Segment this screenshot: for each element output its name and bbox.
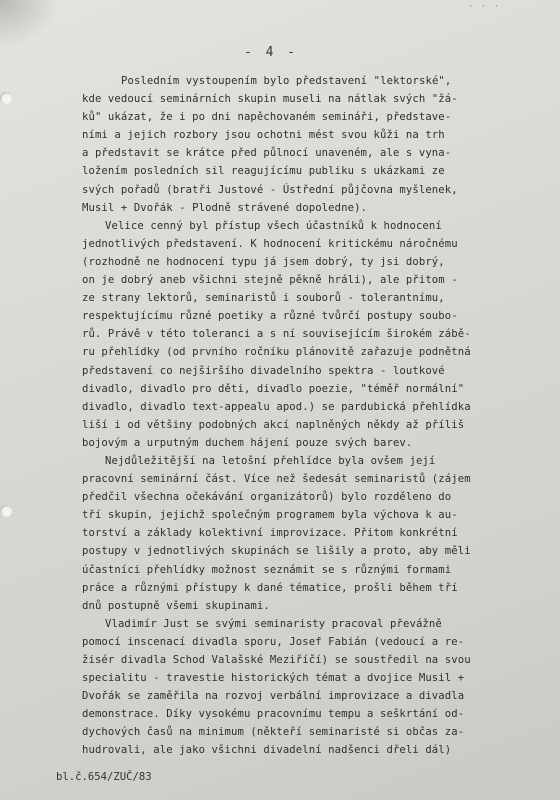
text-line: Velice cenný byl přístup všech účastníků k hodnocení [105,219,442,232]
text-line: Dvořák se zaměřila na rozvoj verbální improvizace a divadla [82,690,465,703]
text-line: (rozhodně ne hodnocení typu já jsem dobrý, ty jsi dobrý, [82,255,445,268]
paragraph-1 [82,72,512,217]
text-line: ními a jejich rozbory jsou ochotni mést svou kůži na trh [82,129,445,142]
text-line: divadlo, divadlo text-appealu apod.) se pardubická přehlídka [82,400,471,413]
text-line: ru přehlídky (od prvního ročníku plánovitě zařazuje podnětná [82,346,471,359]
page-number: - 4 - [244,45,299,60]
text-line: účastníci přehlídky možnost seznámit se s různými formami [82,563,452,576]
text-line: postupy v jednotlivých skupinách se lišily a proto, aby měli [82,545,471,558]
text-line: Posledním vystoupením bylo představení "lektorské", [121,75,452,87]
text-line: hudrovali, ale jako všichni divadelní nadšenci dřeli dál) [82,744,452,757]
text-line: jednotlivých představení. K hodnocení kritickému náročnému [82,237,458,250]
text-line: Nejdůležitější na letošní přehlídce byla ovšem její [105,454,436,467]
text-line: dnů postupně všemi skupinami. [82,599,270,612]
text-line: specialitu - travestie historických témat a dvojice Musil + [82,672,465,685]
text-line: bojovým a urputným duchem hájení pouze svých barev. [82,436,413,449]
text-line: ků" ukázat, že i po dni napěchovaném semináři, představe- [82,111,452,124]
text-line: respektujícímu různé poetiky a různé tvůrčí postupy soubo- [82,310,458,323]
text-line: divadlo, divadlo pro děti, divadlo poezie, "téměř normální" [82,382,465,395]
text-line: předčil všechna očekávání organizátorů) bylo rozděleno do [82,491,452,504]
text-line: pomocí inscenací divadla sporu, Josef Fabián (vedoucí a re- [82,635,465,648]
document-reference-number: bl.č.654/ZUČ/83 [56,771,152,783]
body-text [82,72,512,760]
punch-hole-top [0,92,12,104]
text-line: dychových časů na minimum (někteří seminaristé si občas za- [82,726,465,739]
paragraph-4 [82,615,512,760]
punch-hole-bottom [0,505,12,517]
text-line: torství a základy kolektivní improvizace. Přitom konkrétní [82,527,458,540]
paragraph-2 [82,217,512,452]
text-line: Musil + Dvořák - Plodně strávené dopoledne). [82,201,368,214]
text-line: pracovní seminární část. Více než šedesát seminaristů (zájem [82,473,471,486]
text-line: demonstrace. Díky vysokému pracovnímu tempu a seškrtání od- [82,708,465,721]
top-marks: · · · [467,2,500,12]
text-line: představení co nejširšího divadelního spektra - loutkové [82,364,445,377]
text-line: tří skupin, jejichž společným programem byla výchova k au- [82,509,458,522]
text-line: svých pořadů (bratři Justové - Ústřední půjčovna myšlenek, [82,183,458,196]
text-line: on je dobrý aneb všichni stejně pěkně hráli), ale přitom - [82,274,458,287]
folded-corner-shadow [0,0,60,48]
text-line: rů. Právě v této toleranci a s ní souvisejícím širokém zábě- [82,328,471,341]
text-line: žisér divadla Schod Valašské Meziříčí) se soustředil na svou [82,654,471,666]
text-line: liší i od většiny podobných akcí naplněných někdy až příliš [82,418,465,431]
text-line: kde vedoucí seminárních skupin museli na nátlak svých "žá- [82,93,458,106]
text-line: ložením posledních sil reagujícímu publiku s ukázkami ze [82,165,445,178]
paragraph-3 [82,452,512,615]
text-line: práce a různými přístupy k dané tématice, prošli během tří [82,581,458,594]
text-line: ze strany lektorů, seminaristů i souborů - tolerantnímu, [82,292,445,305]
text-line: a představit se krátce před půlnocí unaveném, ale s vyna- [82,147,452,160]
text-line: Vladimír Just se svými seminaristy pracoval převážně [105,617,442,630]
